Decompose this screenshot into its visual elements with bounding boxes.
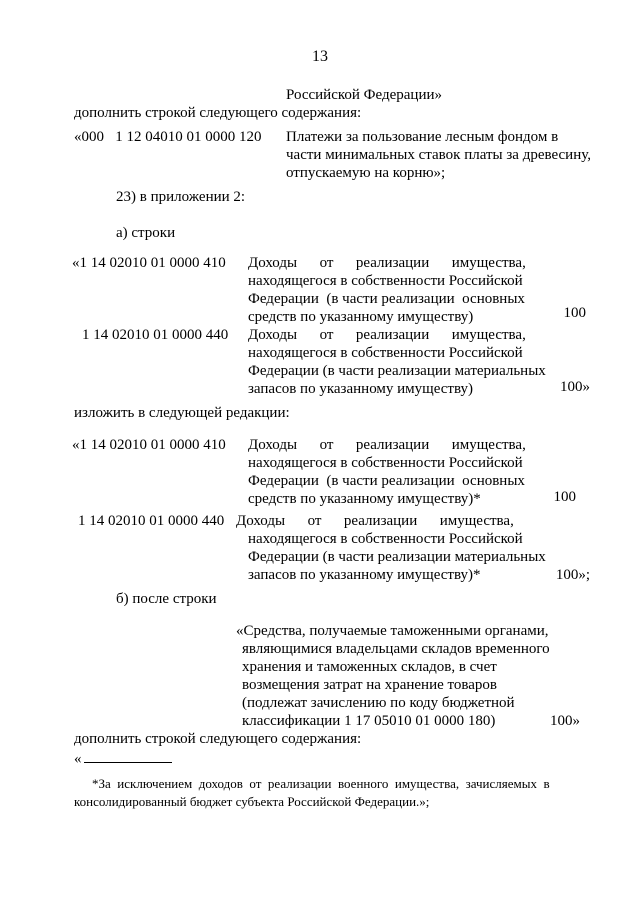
old-row-410-text-line: Федерации (в части реализации основных — [248, 291, 525, 307]
footnote-separator — [84, 762, 172, 763]
old-row-440-text-line: Федерации (в части реализации материальных — [248, 363, 546, 379]
new-row-410-value: 100 — [553, 489, 576, 505]
old-row-440-text-line: запасов по указанному имуществу) — [248, 381, 474, 397]
new-row-410-text-line: Федерации (в части реализации основных — [248, 473, 525, 489]
new-row-440-value: 100»; — [555, 567, 590, 583]
sub-item-b-text: б) после строки — [116, 591, 217, 607]
new-row-410-text-line: средств по указанному имуществу)* — [248, 491, 481, 507]
customs-row-text-line: «Средства, получаемые таможенными органами, — [236, 623, 549, 639]
old-row-410-value: 100 — [563, 305, 586, 321]
old-row-410-text-line: средств по указанному имуществу) — [248, 309, 474, 325]
old-row-410-code: «1 14 02010 01 0000 410 — [72, 255, 226, 271]
old-row-440-value: 100» — [560, 379, 590, 395]
new-row-440-text-line: запасов по указанному имуществу)* — [248, 567, 481, 583]
opening-quote: « — [74, 751, 82, 767]
footnote-line: *За исключением доходов от реализации военного имущества, зачисляемых в — [92, 776, 550, 791]
new-row-440-text-line: находящегося в собственности Российской — [248, 531, 523, 547]
row-000-text-line: Платежи за пользование лесным фондом в — [286, 129, 559, 145]
customs-row-text-line: являющимися владельцами складов временного — [242, 641, 550, 657]
customs-row-text-line: классификации 1 17 05010 01 0000 180) — [242, 713, 496, 729]
row-000-code: «000 1 12 04010 01 0000 120 — [74, 129, 262, 145]
page-number: 13 — [312, 48, 328, 65]
replace-instruction: изложить в следующей редакции: — [74, 405, 290, 421]
heading-line: Российской Федерации» — [286, 87, 443, 103]
old-row-410-text-line: Доходы от реализации имущества, — [248, 255, 526, 271]
new-row-410-code: «1 14 02010 01 0000 410 — [72, 437, 226, 453]
sub-item-a-text: а) строки — [116, 225, 176, 241]
footnote-line: консолидированный бюджет субъекта Российской Федерации.»; — [74, 794, 430, 809]
old-row-440-text-line: находящегося в собственности Российской — [248, 345, 523, 361]
customs-row-text-line: возмещения затрат на хранение товаров — [242, 677, 497, 693]
customs-row-value: 100» — [550, 713, 580, 729]
add-row-instruction-2: дополнить строкой следующего содержания: — [74, 731, 362, 747]
add-row-instruction-1: дополнить строкой следующего содержания: — [74, 105, 362, 121]
new-row-410-text-line: находящегося в собственности Российской — [248, 455, 523, 471]
new-row-440-code: 1 14 02010 01 0000 440 — [78, 513, 225, 529]
new-row-440-text-line: Федерации (в части реализации материальных — [248, 549, 546, 565]
old-row-410-text-line: находящегося в собственности Российской — [248, 273, 523, 289]
new-row-440-text-line: Доходы от реализации имущества, — [236, 513, 514, 529]
old-row-440-text-line: Доходы от реализации имущества, — [248, 327, 526, 343]
row-000-text-line: отпускаемую на корню»; — [286, 165, 446, 181]
new-row-410-text-line: Доходы от реализации имущества, — [248, 437, 526, 453]
item-23-text: 23) в приложении 2: — [116, 189, 246, 205]
customs-row-text-line: хранения и таможенных складов, в счет — [242, 659, 497, 675]
old-row-440-code: 1 14 02010 01 0000 440 — [82, 327, 229, 343]
customs-row-text-line: (подлежат зачислению по коду бюджетной — [242, 695, 515, 711]
row-000-text-line: части минимальных ставок платы за древесину, — [286, 147, 591, 163]
